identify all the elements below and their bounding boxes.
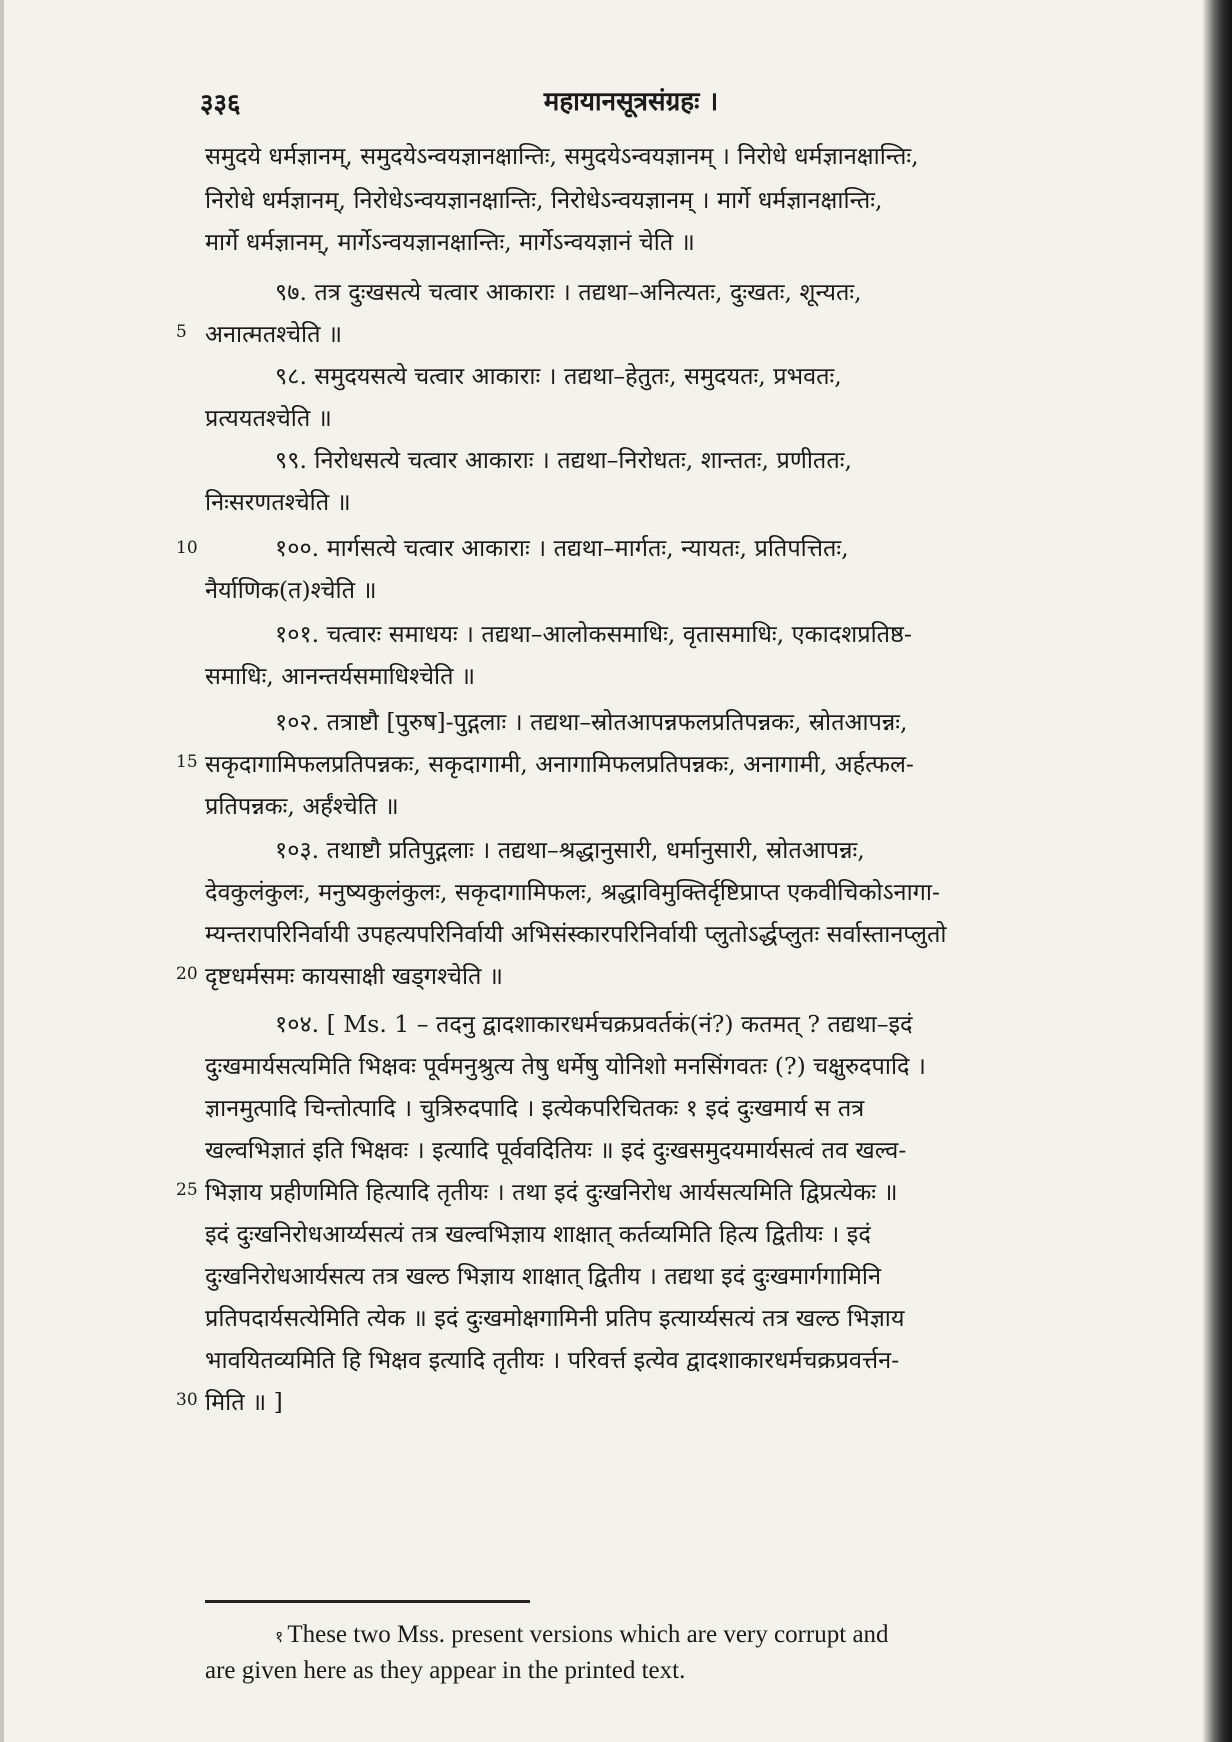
paragraph-98: ९८. समुदयसत्ये चत्वार आकाराः । तद्यथा–हेतुतः, समुदयतः, प्रभवतः, — [275, 362, 842, 390]
text-line: ज्ञानमुत्पादि चिन्तोत्पादि । चुत्रिरुदपादि । इत्येकपरिचितकः १ इदं दुःखमार्य स तत्र — [205, 1094, 865, 1122]
paragraph-97: ९७. तत्र दुःखसत्ये चत्वार आकाराः । तद्यथा–अनित्यतः, दुःखतः, शून्यतः, — [275, 278, 862, 306]
page-left-edge — [0, 0, 4, 1742]
footnote-marker: १ — [275, 1629, 284, 1646]
footnote-text: These two Mss. present versions which are very corrupt and — [287, 1621, 889, 1648]
text-line: इदं दुःखनिरोधआर्य्यसत्यं तत्र खल्वभिज्ञाय शाक्षात् कर्तव्यमिति हित्य द्वितीयः । इदं — [205, 1220, 871, 1248]
text-line: प्रत्ययतश्चेति ॥ — [205, 404, 332, 432]
page-number: ३३६ — [200, 89, 241, 119]
text-line: सकृदागामिफलप्रतिपन्नकः, सकृदागामी, अनागामिफलप्रतिपन्नकः, अनागामी, अर्हत्फल- — [205, 750, 914, 778]
text-line: निःसरणतश्चेति ॥ — [205, 488, 351, 516]
footnote-line-1 — [205, 1618, 1110, 1655]
text-line: मिति ॥ ] — [205, 1388, 283, 1416]
text-line: दृष्टधर्मसमः कायसाक्षी खड्गश्चेति ॥ — [205, 962, 503, 990]
text-line: मार्गे धर्मज्ञानम्, मार्गेऽन्वयज्ञानक्षान्तिः, मार्गेऽन्वयज्ञानं चेति ॥ — [205, 228, 695, 256]
line-number: 10 — [176, 538, 198, 558]
text-line: प्रतिपन्नकः, अर्हंश्चेति ॥ — [205, 792, 399, 820]
line-number: 30 — [176, 1390, 198, 1410]
paragraph-102: १०२. तत्राष्टौ [पुरुष]-पुद्गलाः । तद्यथा–स्रोतआपन्नफलप्रतिपन्नकः, स्रोतआपन्नः, — [275, 708, 908, 736]
text-line: दुःखमार्यसत्यमिति भिक्षवः पूर्वमनुश्रुत्य तेषु धर्मेषु योनिशो मनसिंगवतः (?) चक्षुरुदपादि । — [205, 1052, 926, 1080]
paragraph-104: १०४. [ Ms. 1 – तदनु द्वादशाकारधर्मचक्रप्रवर्तकं(नं?) कतमत् ? तद्यथा–इदं — [275, 1010, 913, 1038]
paragraph-103: १०३. तथाष्टौ प्रतिपुद्गलाः । तद्यथा–श्रद्धानुसारी, धर्मानुसारी, स्रोतआपन्नः, — [275, 836, 865, 864]
line-number: 25 — [176, 1180, 198, 1200]
paragraph-100: १००. मार्गसत्ये चत्वार आकाराः । तद्यथा–मार्गतः, न्यायतः, प्रतिपत्तितः, — [275, 534, 849, 562]
footnote-rule — [205, 1600, 530, 1603]
paragraph-99: ९९. निरोधसत्ये चत्वार आकाराः । तद्यथा–निरोधतः, शान्ततः, प्रणीततः, — [275, 446, 852, 474]
text-line: निरोधे धर्मज्ञानम्, निरोधेऽन्वयज्ञानक्षान्तिः, निरोधेऽन्वयज्ञानम् । मार्गे धर्मज्ञानक्षान्तिः, — [205, 186, 883, 214]
text-line: दुःखनिरोधआर्यसत्य तत्र खल्ठ भिज्ञाय शाक्षात् द्वितीय । तद्यथा इदं दुःखमार्गगामिनि — [205, 1262, 882, 1290]
text-line: देवकुलंकुलः, मनुष्यकुलंकुलः, सकृदागामिफलः, श्रद्धाविमुक्तिर्दृष्टिप्राप्त एकवीचिकोऽनागा- — [205, 878, 940, 906]
text-line: अनात्मतश्चेति ॥ — [205, 320, 343, 348]
line-number: 5 — [176, 322, 187, 342]
text-line: नैर्याणिक(त)श्चेति ॥ — [205, 576, 377, 604]
text-line: भावयितव्यमिति हि भिक्षव इत्यादि तृतीयः । परिवर्त्त इत्येव द्वादशाकारधर्मचक्रप्रवर्त्तन- — [205, 1346, 900, 1374]
book-binding-edge — [1202, 0, 1232, 1742]
running-title: महायानसूत्रसंग्रहः । — [543, 87, 719, 117]
line-number: 15 — [176, 752, 198, 772]
text-line: प्रतिपदार्यसत्येमिति त्येक ॥ इदं दुःखमोक्षगामिनी प्रतिप इत्यार्य्यसत्यं तत्र खल्ठ भिज्ञाय — [205, 1304, 905, 1332]
paragraph-101: १०१. चत्वारः समाधयः । तद्यथा–आलोकसमाधिः, वृतासमाधिः, एकादशप्रतिष्ठ- — [275, 620, 912, 648]
text-line: समुदये धर्मज्ञानम्, समुदयेऽन्वयज्ञानक्षान्तिः, समुदयेऽन्वयज्ञानम् । निरोधे धर्मज्ञानक्षान्तिः, — [205, 142, 919, 170]
text-line: भिज्ञाय प्रहीणमिति हित्यादि तृतीयः । तथा इदं दुःखनिरोध आर्यसत्यमिति द्विप्रत्येकः ॥ — [205, 1178, 898, 1206]
text-line: खल्वभिज्ञातं इति भिक्षवः । इत्यादि पूर्ववदितियः ॥ इदं दुःखसमुदयमार्यसत्वं तव खल्व- — [205, 1136, 907, 1164]
footnote-line-2: are given here as they appear in the printed text. — [205, 1657, 686, 1684]
text-line: म्यन्तरापरिनिर्वायी उपहत्यपरिनिर्वायी अभिसंस्कारपरिनिर्वायी प्लुतोऽर्द्धप्लुतः सर्वास्तानप्लुतो — [205, 920, 947, 948]
text-line: समाधिः, आनन्तर्यसमाधिश्चेति ॥ — [205, 662, 476, 690]
line-number: 20 — [176, 964, 198, 984]
